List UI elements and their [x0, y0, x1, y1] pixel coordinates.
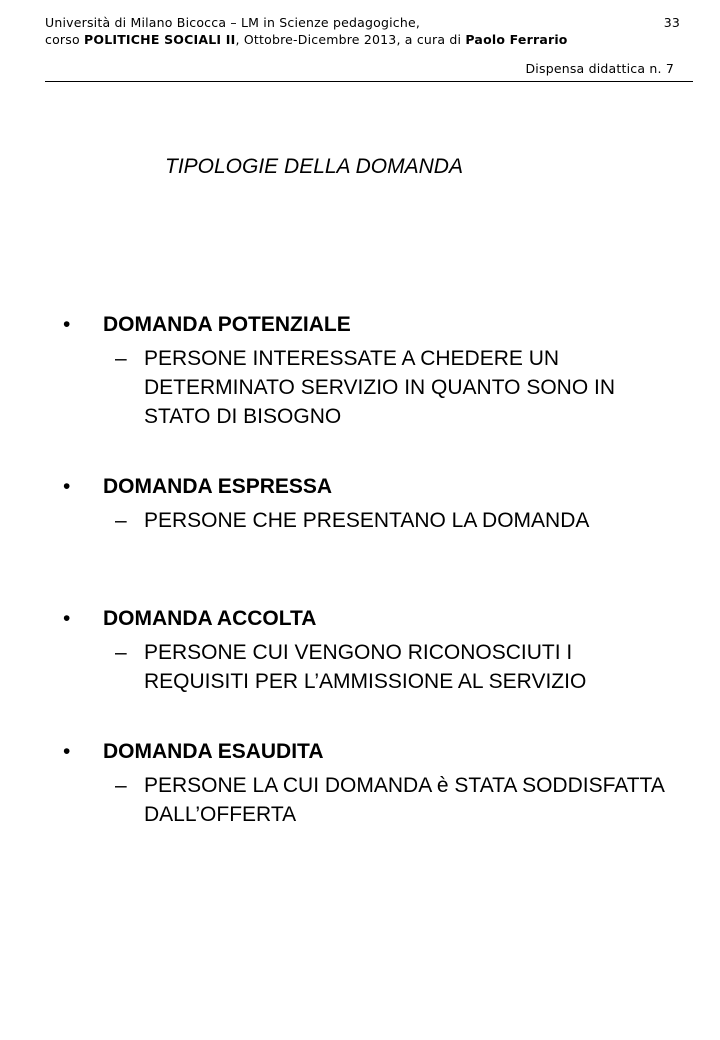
item-heading: DOMANDA ESAUDITA [103, 740, 324, 763]
page-number: 33 [663, 15, 680, 30]
bullet-icon: • [63, 740, 71, 763]
header-course-name: POLITICHE SOCIALI II [84, 32, 236, 47]
header-author: Paolo Ferrario [465, 32, 568, 47]
item-description: PERSONE LA CUI DOMANDA è STATA SODDISFATTA DALL’OFFERTA [144, 774, 664, 826]
item-heading: DOMANDA POTENZIALE [103, 313, 351, 336]
header-divider [45, 81, 693, 82]
item-description: PERSONE CHE PRESENTANO LA DOMANDA [144, 509, 590, 532]
item-description: PERSONE INTERESSATE A CHEDERE UN DETERMINATO SERVIZIO IN QUANTO SONO IN STATO DI BISOGNO [144, 347, 616, 428]
bullet-icon: • [63, 475, 71, 498]
header-university-line: Università di Milano Bicocca – LM in Scienze pedagogiche, [45, 15, 421, 30]
header-course-line [45, 31, 568, 48]
dash-icon: – [115, 347, 127, 370]
item-description: PERSONE CUI VENGONO RICONOSCIUTI I REQUISITI PER L’AMMISSIONE AL SERVIZIO [144, 641, 587, 693]
header-course-prefix: corso [45, 32, 84, 47]
bullet-icon: • [63, 607, 71, 630]
item-heading: DOMANDA ESPRESSA [103, 475, 333, 498]
bullet-icon: • [63, 313, 71, 336]
dash-icon: – [115, 641, 127, 664]
dispensa-label: Dispensa didattica n. 7 [525, 61, 674, 76]
header-course-dates: , Ottobre-Dicembre 2013, a cura di [235, 32, 466, 47]
dash-icon: – [115, 509, 127, 532]
dash-icon: – [115, 774, 127, 797]
item-heading: DOMANDA ACCOLTA [103, 607, 317, 630]
page-title: TIPOLOGIE DELLA DOMANDA [165, 155, 463, 178]
